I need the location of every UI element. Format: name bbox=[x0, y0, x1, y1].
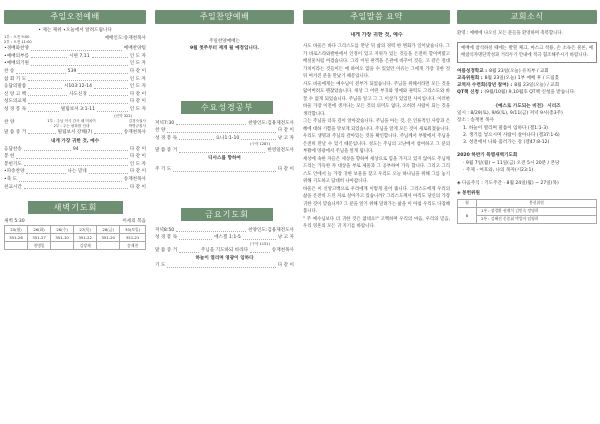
order-item-person: 다 같 이 bbox=[129, 169, 147, 175]
news-item: 교육위원회 : 8월 23일(오늘) 1부 예배 후 / 드림홀 bbox=[457, 75, 560, 81]
sermon-row: 말 씀 증 거 빌립보서 강해(7) 송재천목사 bbox=[4, 129, 146, 135]
order-row bbox=[4, 45, 146, 53]
order-row bbox=[155, 127, 294, 135]
choir-song-1: 1부 : 주님 이시 감사 때 미치이 bbox=[47, 118, 96, 123]
table-cell: 351-20 bbox=[97, 234, 120, 242]
summary-paragraph-4: 세상에 속한 자들은 세상을 향하여 세상으로 힘을 가지고 있지 않아도 주님께 드리는 가득한 자 대상을 부로 제물과 그 공부하여 가득 합니다. 그리고 그리스도 안에서 늘 가장 귀한 보물을 찾고 우리도 오늘 하나님을 위해 그를 놓기 위해 기도하고 담대히 나아갑니다. bbox=[303, 156, 450, 185]
order-row bbox=[155, 120, 294, 128]
order-item-label: 주 기 도 bbox=[155, 167, 172, 173]
order-item-label: 저녁8:50 bbox=[155, 227, 175, 233]
order-item-label: 찬 송 bbox=[4, 69, 15, 75]
order-item-person: 다 같 이 bbox=[129, 184, 146, 190]
order-row bbox=[155, 262, 294, 270]
series-item: 2. 생기를 넣으시며 사람이 살아나다 (겔37:1-6) bbox=[463, 132, 560, 138]
order-item-label: 봉 헌 bbox=[4, 154, 15, 160]
choir-leader-1: 김경숙권사 bbox=[128, 118, 146, 123]
choir-leader-2: 박병규집사 bbox=[128, 123, 146, 128]
order-item-label: 참 회 기 도 bbox=[4, 76, 27, 82]
dawn-prayer-time: 새벽 5:30 bbox=[4, 219, 25, 225]
table-cell: 천병일 bbox=[28, 242, 51, 250]
order-item-label: 친교시간 bbox=[4, 184, 22, 190]
order-item-label: •경배와찬양 bbox=[4, 46, 29, 52]
series-info-line: 장소 : 송재천 목사 bbox=[457, 118, 494, 124]
order-item-person: 인 도 자 bbox=[129, 53, 146, 59]
order-row bbox=[4, 184, 146, 192]
order-item-person: 다 같 이 bbox=[277, 262, 294, 268]
table-cell: 351-10 bbox=[51, 234, 74, 242]
order-item-person: 인 도 자 bbox=[129, 61, 146, 67]
offering-committee-title: ◈ 봉헌위원 bbox=[457, 190, 480, 196]
order-item-label: 응답찬송 bbox=[4, 146, 22, 152]
order-row bbox=[4, 168, 146, 176]
order-item-person: 낭 고 자 bbox=[277, 135, 294, 141]
praise-note-1: 주일찬양예배는 bbox=[208, 39, 241, 44]
summary-paragraph-3: 그는 주님을 더욱 깊이 알아갔습니다. 주님을 아는 것, 온 인류적인 사랑과 은혜에 대하 기쁨을 맛보게 되었습니다. 주님을 알게 모든 것이 새로워졌습니다. 우리도 생명과 주님의 갈아있는 것을 확인합니다. 주님께서 부활에서 주님을 은전히 만날 수 있기 때문입니다. 성도는 주님의 고난에서 참여하고 그 분의 부활에 영광에서 주님을 알게 됩니다. bbox=[303, 119, 450, 155]
order-item-person: 인 도 자 bbox=[129, 84, 147, 90]
order-item-label: 말 씀 증 거 bbox=[155, 148, 178, 154]
order-item-person: 인 도 자 bbox=[129, 76, 146, 82]
servant-line: ◈ 다음주식 : 기도주간 - 8월 24일(월) ~ 27일(목) bbox=[457, 181, 559, 187]
order-item-label: 말 씀 증 거 bbox=[155, 248, 178, 254]
special-prayer-line: · 주제 - 여호와, 나의 목자(시23:1) bbox=[463, 168, 534, 174]
order-item-person: 다 같 이 bbox=[277, 128, 294, 134]
order-item-content: 539 bbox=[67, 69, 77, 75]
order-item-label: 성도의교제 bbox=[4, 99, 27, 105]
news-item: 여름성경학교 : 8월 23일(오늘) 유치부 / 교회 bbox=[457, 68, 549, 74]
morning-worship-column bbox=[0, 0, 150, 424]
morning-worship-header: 주일오전예배 bbox=[4, 10, 146, 24]
table-cell bbox=[5, 242, 28, 250]
order-item-label: 성 경 봉 독 bbox=[155, 135, 178, 141]
order-row bbox=[4, 153, 146, 161]
order-row bbox=[155, 247, 294, 255]
order-row bbox=[4, 76, 146, 84]
order-row bbox=[4, 91, 146, 99]
order-item-content: 시편 7,11 bbox=[69, 53, 90, 59]
order-row bbox=[155, 227, 294, 235]
order-item-person: 송재천목사 bbox=[123, 176, 146, 182]
summary-title: 내게 가장 귀한 것, 예수 bbox=[350, 32, 403, 38]
notice-box bbox=[457, 42, 597, 63]
service-time-1: 1부 : 오전 9:00 bbox=[4, 35, 30, 40]
order-row bbox=[155, 166, 294, 174]
order-item-label: 응답의말씀 bbox=[4, 84, 27, 90]
table-cell bbox=[51, 242, 74, 250]
order-item-label: 봉헌기도 bbox=[4, 161, 22, 167]
sermon-summary-header: 주일말씀 요약 bbox=[303, 10, 450, 24]
praise-note-2: 9월 첫주부터 재개 될 예정입니다. bbox=[189, 46, 260, 52]
order-item-label: •파송찬양 bbox=[4, 169, 25, 175]
order-row bbox=[155, 135, 294, 143]
order-item-content: 94 bbox=[72, 146, 79, 152]
order-row bbox=[4, 98, 146, 106]
table-cell: 30(토일) bbox=[120, 226, 146, 234]
order-item-person: 다 같 이 bbox=[129, 146, 147, 152]
order-item-content: 시103:12-14 bbox=[63, 84, 93, 90]
series-title: 《예스로 가도되는 비전》 시리즈 bbox=[493, 103, 561, 109]
choir-row: 찬 양 1부 : 주님 이시 감사 때 미치이 2부 : 주는 평화를 인내 김경숙권사 박병규집사 bbox=[4, 118, 146, 128]
wednesday-bible-note: (구약 1287) bbox=[249, 142, 270, 147]
friday-bible-note: (구약 1151) bbox=[249, 242, 270, 247]
summary-paragraph-1: 사도 바울은 바다 그리스도를 만난 뒤 삶의 경력 한 변화가 일어났습니다. 그가 바로스라와발한에서 인정이 있고 지위가 있는 것들을 은전히 할이버렸고 배설물처럼 여겼습니다. 그리 이된 판객을 은관에 바꾸어 것들, 고 같은 절대 가치이라는 것들이든 예 하여오 않을 수 있었던 이유는 그에게 가장 귀한 것 뒤 여겨진 분을 만났기 때문입니다. bbox=[303, 44, 450, 80]
table-cell bbox=[97, 242, 120, 250]
news-item: QT책 신청 : (9월/10월) 9,10월호 QT책 신청을 받습니다. bbox=[457, 90, 576, 96]
table-cell: 351-26 bbox=[5, 234, 28, 242]
order-item-content: 주님을 기도하되 바라다 bbox=[200, 248, 249, 254]
series-info-line: 일시 : 8/29(토), 9/6(토), 9/11(금) 저녁 9시(총3주) bbox=[457, 110, 563, 116]
order-item-content: 빌립보서 3:1-11 bbox=[60, 107, 96, 113]
order-item-person: 다 같 이 bbox=[129, 154, 146, 160]
praise-worship-header: 주일찬양예배 bbox=[155, 10, 294, 24]
series-item: 3. 성전에서 나와 흘러가는 강 (겔47:8-12) bbox=[463, 140, 550, 146]
summary-paragraph-6: " 주 예수님보다 더 귀한 것은 없네요!" 고백하며 우리의 마음, 우리의 믿음, 우리 영혼의 모든 귀 지기를 바랍니다. bbox=[303, 216, 450, 230]
order-item-person: 예배찬양팀 bbox=[123, 46, 146, 52]
order-item-person: 낭 고 자 bbox=[277, 235, 294, 241]
order-item-content: 에스겔 1:1-5 bbox=[214, 235, 241, 241]
service-time-2: 2부 : 오전 11:00 bbox=[4, 40, 32, 45]
order-row bbox=[4, 68, 146, 76]
order-item-person: 다 같 이 bbox=[277, 167, 294, 173]
order-row bbox=[4, 60, 146, 68]
order-item-person: 다 같 이 bbox=[129, 99, 146, 105]
friday-sermon-title: 하늘이 열리며 영광이 임하다 bbox=[195, 255, 254, 261]
order-item-label: •예배의부름 bbox=[4, 53, 29, 59]
news-item: 교역자 수련회(장년 참여) : 8월 23일(오늘) / 교회 bbox=[457, 83, 560, 89]
order-item-content: 요나1:1-10 bbox=[215, 135, 240, 141]
welcome-message: 환영 : 예배에 나오신 모든 분들을 환영하며 축복합니다. bbox=[457, 31, 563, 36]
notice-box-text: 예배에 참석하실 때에는 발열 체크, 마스크 착용, 손 소독은 물론, 예배참석자명단작성과 거리두기 안내에 적극 협조해주시기 바랍니다. bbox=[461, 45, 593, 58]
order-row bbox=[155, 147, 294, 155]
sermon-title: 내게 가장 귀한 것, 예수 bbox=[50, 139, 100, 145]
order-row bbox=[155, 234, 294, 242]
order-row bbox=[4, 161, 146, 169]
order-row bbox=[4, 53, 146, 61]
dawn-prayer-header: 새벽기도회 bbox=[28, 201, 123, 214]
order-item-label: 신 앙 고 백 bbox=[4, 91, 27, 97]
order-item-label: 성 경 봉 독 bbox=[4, 107, 27, 113]
summary-paragraph-2: 사도 바울에게는 예수님이 전부가 되었습니다. 주님을 위해서라면 모든 것을 잃어버려도 괜찮았습니다. 세상 그 어떤 부귀와 영예와 권력도 그리스도와 바꿀 수 없게 되었습니다. 주님을 알고 그 그 이상가 있었던 사이입니다. 이러한 바울 가장 이전에 생겨나는 모든 것의 의미도 없다, 오히려 사람이 되는 것을 생각합니다. bbox=[303, 81, 450, 117]
table-cell: 27(목) bbox=[74, 226, 97, 234]
wednesday-sermon-title: 디사스를 향하여 bbox=[208, 155, 241, 161]
bible-reference-note: (신약 322) bbox=[114, 113, 132, 118]
order-row bbox=[4, 106, 146, 114]
worship-leader: 예배인도:송재천목사 bbox=[104, 36, 146, 42]
order-item-label: •예배의기원 bbox=[4, 61, 29, 67]
sermon-summary-column bbox=[300, 0, 453, 424]
order-item-label: 기 도 bbox=[155, 262, 166, 268]
order-item-label: •축 도 bbox=[4, 176, 18, 182]
praise-worship-column bbox=[152, 0, 297, 424]
order-row bbox=[4, 176, 146, 184]
order-item-person: 인 도 자 bbox=[129, 107, 147, 113]
order-item-person: 인 도 자 bbox=[129, 161, 146, 167]
table-cell: 26(수) bbox=[51, 226, 74, 234]
table-cell: 351-27 bbox=[28, 234, 51, 242]
order-item-label: 저녁7:30 bbox=[155, 120, 175, 126]
table-cell: 28(금) bbox=[97, 226, 120, 234]
order-row bbox=[4, 146, 146, 154]
table-cell: 25(월) bbox=[5, 226, 28, 234]
table-cell: 351-21 bbox=[120, 234, 146, 242]
lead-note: • 제는 제위 ∙오늘에서 알려드립니다 bbox=[38, 28, 112, 33]
series-item: 1. 하늘이 열리며 말씀이 임하다 (겔1:1-3) bbox=[463, 125, 548, 131]
special-prayer-line: · 9월 7일(월) ~ 11일(금) 오전 5시 20분 / 본당 bbox=[463, 160, 560, 166]
dawn-prayer-table bbox=[4, 225, 146, 250]
wednesday-study-header: 수요성경공부 bbox=[181, 101, 273, 114]
summary-paragraph-5: 바울은 이 신앙고백으로 우리에게 이렇게 물어 줍니다. 그리스도에게 우리의 삶을 온전히 드린 자로 살아가고 있습니까? 그리스도께서 아직도 당신의 가장 귀한 것이 맞습니까? 그 분을 알기 위해 달려가는 삶을 이 아침 우리도 다짐해 봅니다. bbox=[303, 186, 450, 215]
order-item-person: 다 같 이 bbox=[129, 69, 147, 75]
order-item-person: 다 같 이 bbox=[129, 91, 147, 97]
order-item-person: 찬양인도:김용제전도사 bbox=[248, 227, 294, 233]
order-item-label: 찬 양 bbox=[155, 128, 166, 134]
church-news-column bbox=[455, 0, 600, 424]
order-row bbox=[4, 83, 146, 91]
table-cell: 김장제 bbox=[74, 242, 97, 250]
order-item-content: 나는 믿네 bbox=[67, 169, 87, 175]
friday-prayer-header: 금요기도회 bbox=[181, 208, 273, 221]
dawn-prayer-place: 이세의 복음 bbox=[122, 219, 146, 225]
choir-song-2: 2부 : 주는 평화를 인내 bbox=[53, 123, 90, 128]
table-cell: 송재천 bbox=[120, 242, 146, 250]
table-cell: 26(화) bbox=[28, 226, 51, 234]
order-item-content: 사도신경 bbox=[69, 91, 87, 97]
church-news-header: 교회소식 bbox=[457, 10, 597, 24]
order-item-label: 성 경 봉 독 bbox=[155, 235, 178, 241]
order-item-person: 한영일전도사 bbox=[267, 148, 294, 154]
order-item-person: 찬양인도:김용제전도사 bbox=[248, 120, 294, 126]
special-prayer-title: 2020 하반기 특별새벽기도회 bbox=[457, 153, 518, 159]
offering-committee-table: 월 봉헌위원 8 1부 : 장경환 권재석 김민숙 정명희 2부 : 김혜진 문종휘 박일아 임영희 bbox=[457, 199, 597, 224]
table-cell: 351-22 bbox=[74, 234, 97, 242]
order-item-person: 송재천목사 bbox=[271, 248, 294, 254]
